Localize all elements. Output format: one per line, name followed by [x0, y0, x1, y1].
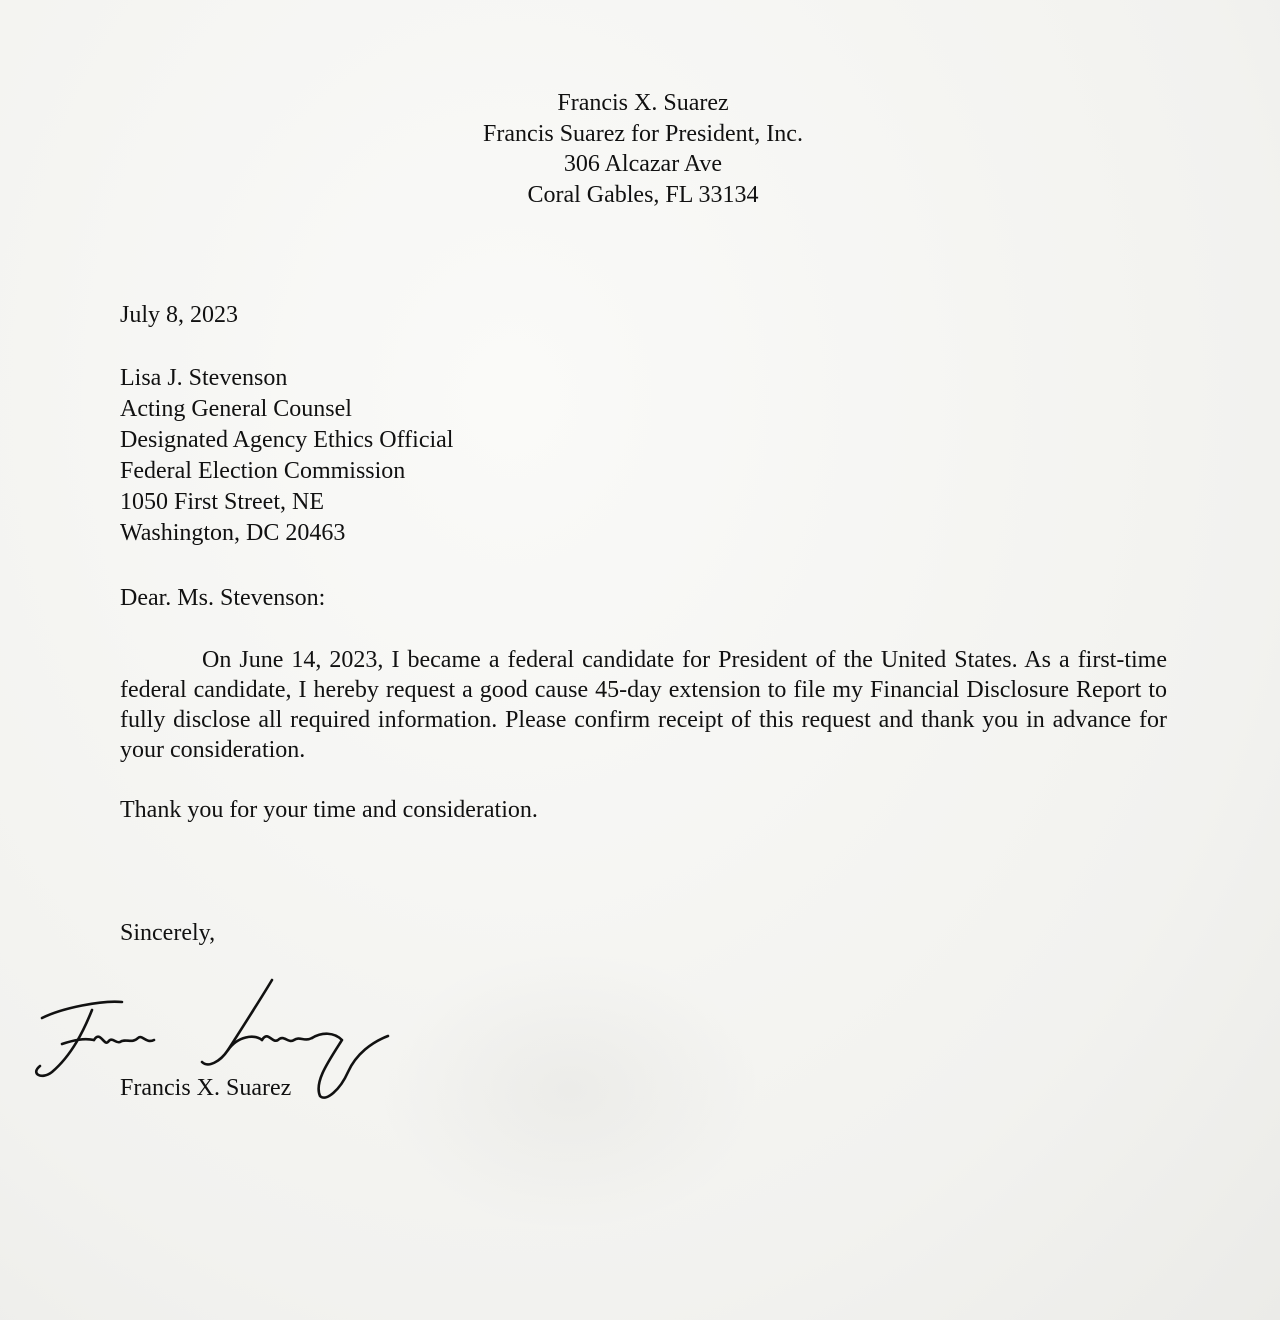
recipient-agency: Federal Election Commission — [120, 458, 406, 484]
letterhead — [0, 88, 1280, 210]
body-paragraph: On June 14, 2023, I became a federal candidate for President of the United States. As a first-time federal candidate, I hereby request a good cause 45-day extension to file my Financial Disclosure Report to fully disclose all required information. Please confirm receipt of this request and thank you in advance for your consideration. — [120, 647, 1167, 763]
thanks-line: Thank you for your time and consideration. — [120, 797, 538, 823]
recipient-address — [120, 363, 453, 549]
bleed-through-shadow — [380, 950, 760, 1230]
recipient-title: Designated Agency Ethics Official — [120, 427, 454, 453]
recipient-name: Lisa J. Stevenson — [120, 365, 288, 391]
sender-organization: Francis Suarez for President, Inc. — [483, 120, 803, 147]
recipient-title: Acting General Counsel — [120, 396, 352, 422]
recipient-street: 1050 First Street, NE — [120, 489, 324, 515]
sender-city: Coral Gables, FL 33134 — [527, 181, 759, 208]
sender-name: Francis X. Suarez — [557, 90, 729, 116]
recipient-city: Washington, DC 20463 — [120, 520, 346, 546]
salutation: Dear. Ms. Stevenson: — [120, 585, 326, 611]
letter-date: July 8, 2023 — [120, 302, 239, 328]
signer-name: Francis X. Suarez — [120, 1075, 292, 1101]
closing: Sincerely, — [120, 920, 216, 946]
sender-street: 306 Alcazar Ave — [563, 151, 723, 177]
